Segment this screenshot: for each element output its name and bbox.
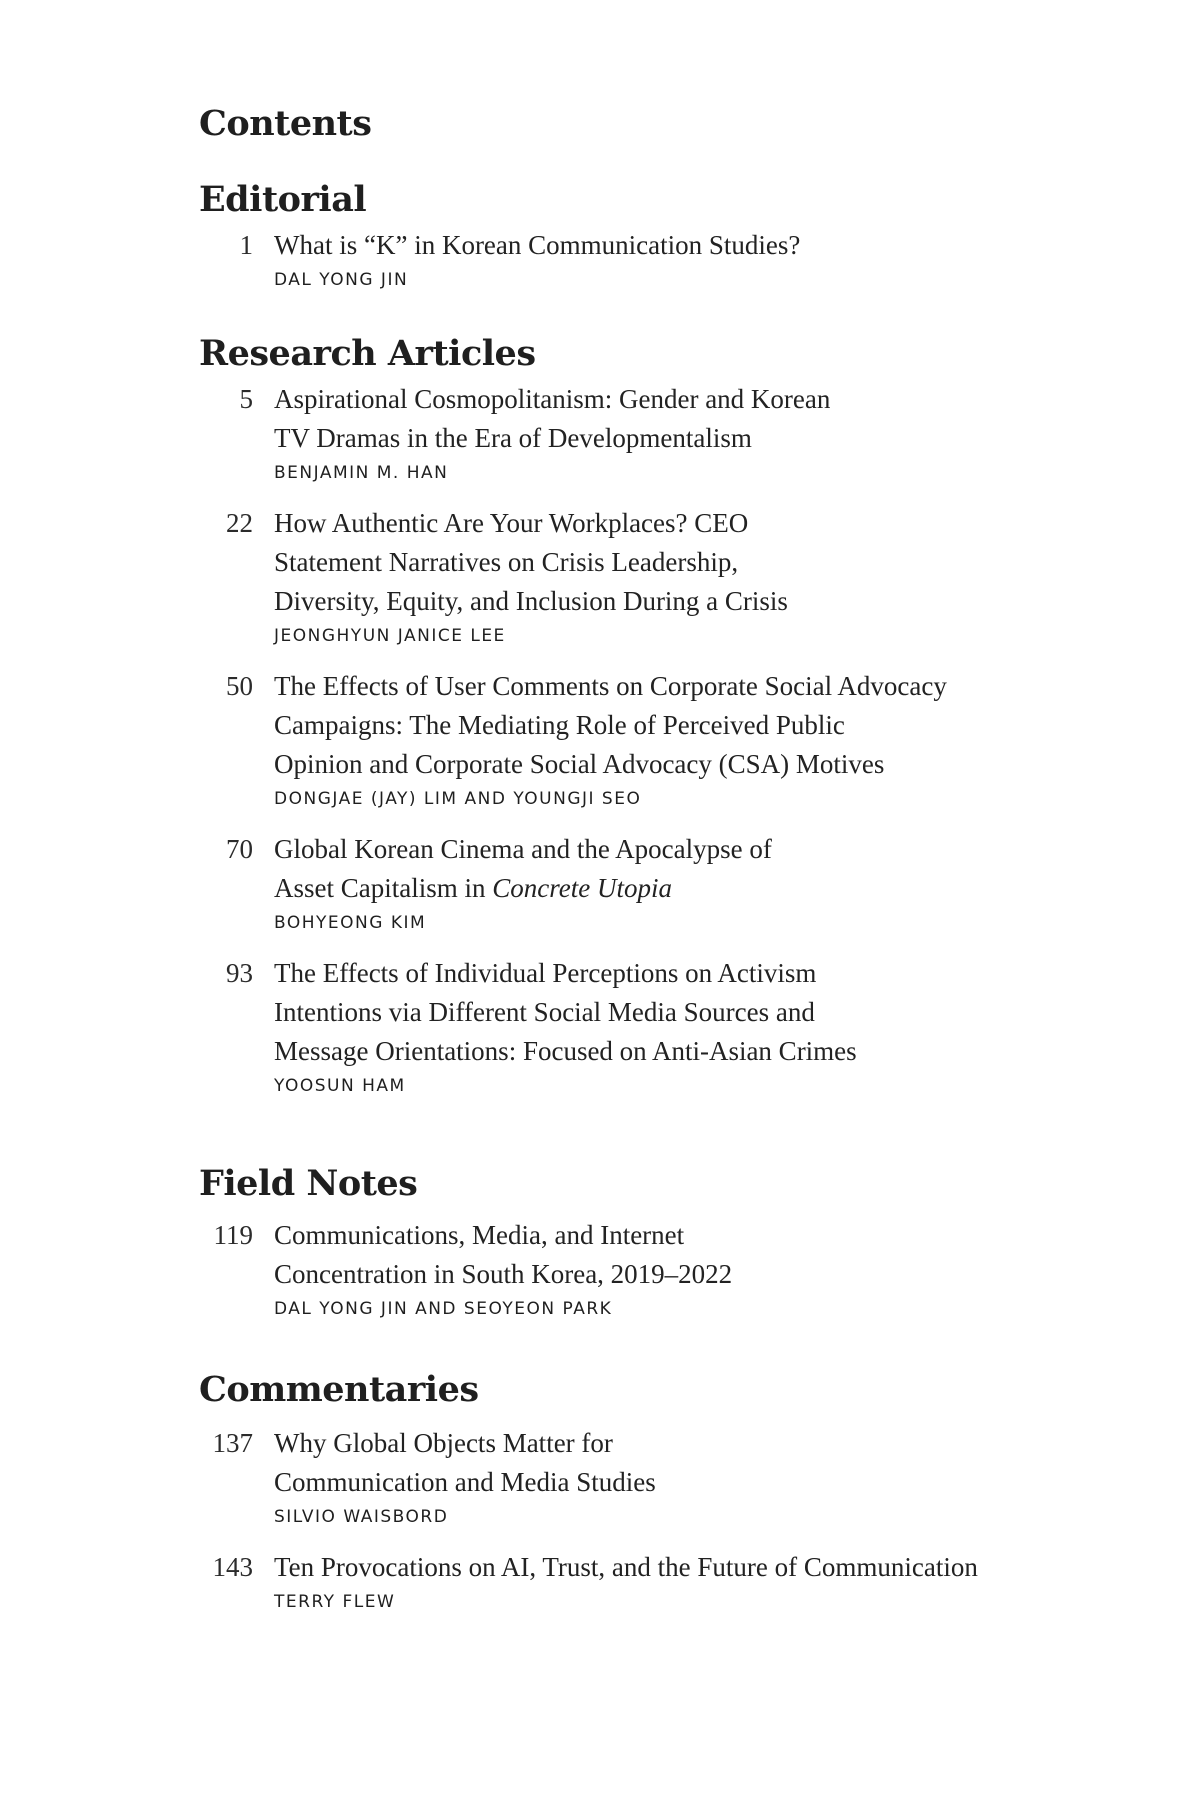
entry-title — [274, 1548, 1099, 1587]
entry-author: JEONGHYUN JANICE LEE — [274, 626, 506, 646]
toc-entry — [199, 830, 1099, 935]
entry-page-number: 22 — [226, 508, 253, 538]
toc-entry — [199, 667, 1099, 811]
page-title: Contents — [199, 103, 372, 144]
entry-title-line: Campaigns: The Mediating Role of Perceived Public — [274, 710, 845, 740]
entry-title — [274, 830, 1099, 908]
entry-title — [274, 1216, 1099, 1294]
entry-author: DONGJAE (JAY) LIM AND YOUNGJI SEO — [274, 789, 642, 809]
entry-page-number: 93 — [226, 958, 253, 988]
entry-title-line: Concentration in South Korea, 2019–2022 — [274, 1259, 733, 1289]
section-editorial — [199, 176, 1099, 311]
toc-entry — [199, 954, 1099, 1098]
entry-title-line: How Authentic Are Your Workplaces? CEO — [274, 508, 749, 538]
entry-author: TERRY FLEW — [274, 1592, 396, 1612]
entry-page-number: 5 — [239, 384, 253, 414]
entry-title — [274, 504, 1099, 621]
entry-title — [274, 954, 1099, 1071]
section-heading: Field Notes — [199, 1163, 418, 1204]
toc-entry — [199, 1548, 1099, 1614]
entry-page-number: 119 — [213, 1220, 253, 1250]
entry-title-line: What is “K” in Korean Communication Studies? — [274, 230, 801, 260]
entry-page-number: 137 — [212, 1428, 253, 1458]
toc-entry — [199, 1424, 1099, 1529]
entry-page-number: 143 — [212, 1552, 253, 1582]
entry-page-number: 1 — [239, 230, 253, 260]
section-commentaries — [199, 1366, 1099, 1633]
entry-title — [274, 1424, 1099, 1502]
entry-title-line: The Effects of Individual Perceptions on Activism — [274, 958, 817, 988]
entry-title-line: Communication and Media Studies — [274, 1467, 656, 1497]
entry-author: DAL YONG JIN AND SEOYEON PARK — [274, 1299, 613, 1319]
entry-title-line: The Effects of User Comments on Corporate Social Advocacy — [274, 671, 947, 701]
entry-title-line: Intentions via Different Social Media Sources and — [274, 997, 815, 1027]
entry-title-line: Opinion and Corporate Social Advocacy (CSA) Motives — [274, 749, 885, 779]
toc-entry — [199, 380, 1099, 485]
entry-title-line: Message Orientations: Focused on Anti-Asian Crimes — [274, 1036, 857, 1066]
entry-page-number: 50 — [226, 671, 253, 701]
entry-title — [274, 226, 1099, 265]
toc-entry — [199, 226, 1099, 292]
section-heading: Research Articles — [199, 333, 536, 374]
section-heading: Commentaries — [199, 1369, 479, 1410]
entry-title — [274, 667, 1099, 784]
entry-title-line: Statement Narratives on Crisis Leadership, — [274, 547, 739, 577]
entry-page-number: 70 — [226, 834, 253, 864]
entry-author: BOHYEONG KIM — [274, 913, 427, 933]
entry-title-line — [274, 869, 1099, 908]
section-field-notes — [199, 1160, 1099, 1340]
entry-title-line: TV Dramas in the Era of Developmentalism — [274, 423, 752, 453]
entry-title — [274, 380, 1099, 458]
entry-title-italic: Concrete Utopia — [492, 873, 672, 903]
entry-title-line: Communications, Media, and Internet — [274, 1220, 685, 1250]
entry-author: DAL YONG JIN — [274, 270, 409, 290]
section-research-articles — [199, 330, 1099, 1117]
entry-title-line: Global Korean Cinema and the Apocalypse of — [274, 834, 772, 864]
entry-title-line: Aspirational Cosmopolitanism: Gender and Korean — [274, 384, 831, 414]
entry-title-line: Diversity, Equity, and Inclusion During a Crisis — [274, 586, 788, 616]
entry-title-line: Why Global Objects Matter for — [274, 1428, 613, 1458]
section-heading: Editorial — [199, 179, 367, 220]
entry-author: YOOSUN HAM — [274, 1076, 406, 1096]
entry-author: SILVIO WAISBORD — [274, 1507, 449, 1527]
toc-entry — [199, 1216, 1099, 1321]
entry-author: BENJAMIN M. HAN — [274, 463, 449, 483]
toc-entry — [199, 504, 1099, 648]
entry-title-text: Asset Capitalism in — [274, 873, 493, 903]
entry-title-line: Ten Provocations on AI, Trust, and the Future of Communication — [274, 1552, 978, 1582]
